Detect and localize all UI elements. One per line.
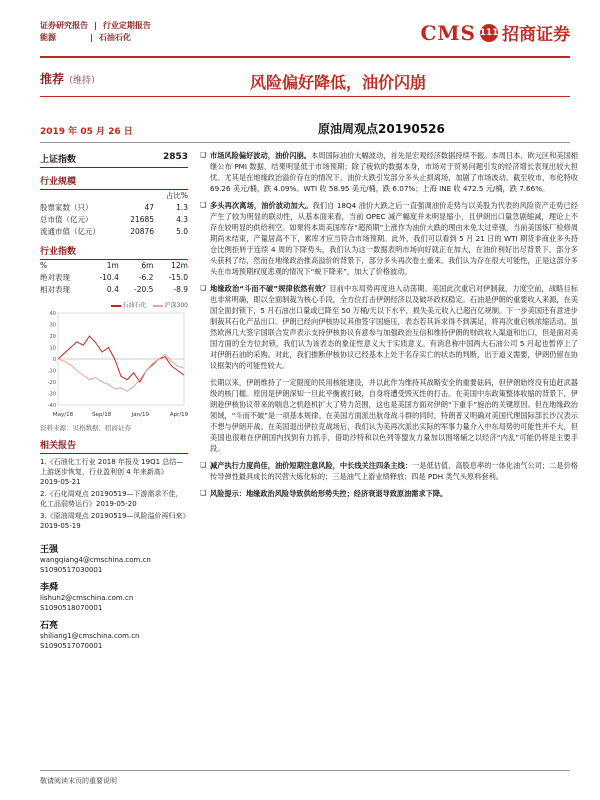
y-tick-label: 0 <box>52 357 56 363</box>
row-value: -20.5 <box>134 285 154 294</box>
legend-label: 沪深300 <box>164 302 188 309</box>
risk-paragraph <box>200 488 578 499</box>
paragraph-text: 一是低估值、高股息率的一体化油气公司；二是价格传导弹性最具成长的民营大炼化标的；三是油气上游业绩释放；四是 PDH 类气头原料套利。 <box>210 461 578 481</box>
logo-en: CMS <box>420 20 476 45</box>
footer-note: 敬请阅读末页的重要说明 <box>40 777 117 785</box>
analyst-list <box>40 545 188 651</box>
logo-badge-icon: 111 <box>480 24 498 42</box>
square-bullet-icon: ❑ <box>200 201 207 209</box>
body-paragraph <box>200 283 578 371</box>
y-tick-label: -40 <box>47 403 56 409</box>
related-item[interactable]: 2.《石化周观点 20190519—下游需求不佳，化工品弱势运行》2019-05-20 <box>40 490 183 508</box>
table-row <box>40 214 188 226</box>
rating-sub: （维持） <box>64 76 101 86</box>
y-tick-label: -20 <box>47 380 56 386</box>
related-list <box>40 457 188 531</box>
y-tick-label: -10 <box>47 368 56 375</box>
col-header: 12m <box>171 261 188 270</box>
sidebar <box>40 150 188 651</box>
chart-svg <box>40 309 188 419</box>
table-row <box>40 272 188 284</box>
paragraph-text: 我们自 18Q4 油价大跌之后一直强调油价走势与以美股为代表的风险资产走势已经产生了较为明显的联动性，从基本面来看，当前 OPEC 减产幅度并未明显缩小，且伊朗出口量急剧缩减，理论上不存在较明显的供给利空。如果将本周美国库存“超预期”上涨作为油价大跌的理由未免太过牵强，当前美国炼厂检修周期尚未结束，产量居高不下，累库才应当符合市场预期。此外，我们可以看到 5 月 21 日的 WTI 期货非商业多头持仓比例拒转于连续 4 周的下降势头，我们认为这一数据表明市场向好就正在加大，在油价利好出尽背景下，部分多头获利了结，然而在地缘政治推高溢价的背景下，部分多头再次卷土重来。我们认为存在很大可能性，正是这部分多头在市场预期权度悲观的情况下“蜕下降来”，加大了价格波动。 <box>210 201 578 276</box>
logo-cn: 招商证券 <box>502 25 570 45</box>
col-header: 6m <box>141 261 154 270</box>
analyst-email[interactable]: shiliang1@cmschina.com.cn <box>40 632 140 640</box>
industry-name: 石油石化 <box>98 33 131 42</box>
analyst-id: S1090517030001 <box>40 566 103 574</box>
page-title: 风险偏好降低，油价闪崩 <box>250 73 427 92</box>
x-tick-label: Apr/19 <box>169 412 188 418</box>
row-key: 流通市值（亿元） <box>40 227 100 236</box>
index-row <box>40 150 188 168</box>
paragraph-lead: 市场风险偏好波动，油价闪崩。 <box>210 151 312 160</box>
title-divider <box>40 96 570 97</box>
analyst-name: 李舜 <box>40 583 59 593</box>
industry-scale-table <box>40 190 188 238</box>
series-line-2 <box>58 354 184 391</box>
body-paragraph <box>200 200 578 277</box>
related-item[interactable]: 3.《原油周观点 20190519—风险溢价再归来》2019-05-19 <box>40 512 187 530</box>
paragraph-lead: 减产执行力度尚佳，油价短期注意风险，中长线关注四条主线： <box>210 461 413 470</box>
index-label: 上证指数 <box>40 155 77 165</box>
industry-index-title: 行业指数 <box>40 244 188 260</box>
row-key: 相对表现 <box>40 285 70 294</box>
paragraph-text: 长期以来，伊朗维持了一定限度的民用核能建设，并以此作为维持其战略安全的重要砝码，但伊朗始终没有追赶武器级的核门槛。原因是伊朗深知一旦此平衡被打破，自身将遭受毁灭性的打击。在美国中东政策整体收缩的背景下，伊朗趁伊核协议带来的喘息之机趁机扩大了势力范围，这也是美国方面对伊朗“下重手”施治的关键原因。但在地缘政治领域，“斗而不破”是一项基本规律。在美国方面派出航母战斗群的同时，特朗普又明确对美国代理国际部长沙汉表示不想与伊朗开战。在美国退出伊拉克战场后，我们认为美再次派出实际的军事力量介入中东局势的可能性并不大，但美国也很难在伊朗国内找到有力抓手，借助沙特和以色列等盟友力量加以围堵辅之以经济“内乱”可能仍将是主要手段。 <box>210 378 578 453</box>
x-tick-label: Sep/18 <box>92 412 112 418</box>
industry-index-table <box>40 260 188 296</box>
report-category: 证券研究报告 <box>40 21 88 30</box>
unit-label: 占比% <box>165 191 188 200</box>
analyst-id: S1090518070001 <box>40 604 103 612</box>
row-pct: 5.0 <box>176 227 188 236</box>
col-header: % <box>40 261 48 270</box>
table-row <box>40 284 188 296</box>
table-row <box>40 202 188 214</box>
table-row <box>40 226 188 238</box>
body-paragraph <box>200 460 578 482</box>
square-bullet-icon: ❑ <box>200 284 207 292</box>
row-value: -10.4 <box>99 273 119 282</box>
paragraph-text: 目前中东局势再度进入动荡期。美国此次重启对伊制裁，力度空前，战略目标也非常明确，即以全面制裁为核心手段，全方位打击伊朗经济以及破坏政权稳定。石油是伊朗的重要收入来源，在美国全面封锁下，5 月石油出口量或已降至 50 万桶/天以下水平，损失美元收入已超百亿规制。下一步美国还有意进步制裁其石化产品出口。伊朗已经向伊核协议其他签字国施压，表态若其诉求得不到满足，将再次重启核浓缩活动。虽然欧洲几大签字国联合发声表示支持伊核协议有意参与加强政治互信和维持伊朗的财政收入渠道和出口，但是面对美国方面的全方位封锁，我们认为该表态的象征性意义大于实质意义。有消息称中国两大石油公司 5 月起也暂停上了对伊朗石油的采购。对此，我们推断伊核协议已经基本上处于名存实亡的状态的判断，出于道义需要，伊朗仍留在协议框架内的可能性较大。 <box>210 284 578 370</box>
header-divider <box>40 56 570 58</box>
report-subcategory: 行业定期报告 <box>102 21 151 30</box>
paragraph-lead: 地缘政治“斗而不破”规律依然有效？ <box>210 284 330 293</box>
main-body <box>200 150 578 505</box>
paragraph-lead: 风险提示：地缘政治风险导致供给形势失控；经济衰退导致原油需求下降。 <box>210 489 448 498</box>
row-value: -6.2 <box>138 273 154 282</box>
chart-legend <box>40 300 188 309</box>
paragraph-text: 本周国际油价大幅波动，首先是宏观经济数据持续不振。本周日本、欧元区和美国相继公布 PMI 数据，结果明显低于市场预期；除了疲软的数据本身，市场对于贸易问题引发的经济增长表现出较大担忧。尤其是在地缘政治溢价存在的情况下，油价大跌引发部分多头止损离场，加剧了市场波动。截至收市，布伦特收 69.26 美元/桶，跌 4.09%。WTI 收 58.95 美元/桶，跌 6.07%；上海 INE 收 472.5 元/桶，跌 7.66%。 <box>210 151 578 193</box>
x-tick-label: Jan/19 <box>131 412 150 418</box>
company-logo <box>421 20 571 45</box>
index-value: 2853 <box>162 152 188 162</box>
square-bullet-icon: ❑ <box>200 461 207 469</box>
table-header <box>40 260 188 272</box>
square-bullet-icon: ❑ <box>200 151 207 159</box>
legend-item <box>153 300 188 309</box>
y-tick-label: -30 <box>47 391 56 398</box>
row-key: 总市值（亿元） <box>40 215 93 224</box>
performance-chart <box>40 300 188 421</box>
related-title: 相关报告 <box>40 438 188 454</box>
row-value: -15.0 <box>168 273 188 282</box>
rating <box>40 70 100 87</box>
x-tick-label: May/18 <box>52 412 74 418</box>
legend-item <box>111 300 147 309</box>
report-type-header: 证券研究报告 | 行业定期报告 能源 | 石油石化 <box>40 21 151 42</box>
footer-divider <box>40 770 570 771</box>
subtitle-divider <box>40 142 570 143</box>
row-pct: 4.3 <box>176 215 188 224</box>
related-item[interactable]: 1.《石油化工行业 2018 年报及 19Q1 总结—上游逐步恢复，行业盈利创 4 年来新高》2019-05-21 <box>40 458 184 486</box>
row-value: 0.4 <box>106 285 119 294</box>
analyst-id: S1090517070001 <box>40 642 103 650</box>
row-value: 47 <box>144 203 155 212</box>
col-header: 1m <box>106 261 119 270</box>
y-tick-label: 20 <box>49 334 56 340</box>
rating-label: 推荐 <box>40 72 65 86</box>
y-tick-label: 30 <box>49 322 56 329</box>
analyst-name: 王强 <box>40 545 59 555</box>
row-value: -8.9 <box>173 285 188 294</box>
row-value: 20876 <box>130 227 155 236</box>
body-paragraph <box>200 150 578 194</box>
analyst-name: 石亮 <box>40 621 59 631</box>
report-date: 2019 年 05 月 26 日 <box>40 127 133 137</box>
row-key: 绝对表现 <box>40 273 70 282</box>
report-subtitle: 原油周观点20190526 <box>318 122 445 136</box>
y-tick-label: 10 <box>49 345 56 352</box>
body-paragraph <box>200 377 578 454</box>
analyst-email[interactable]: wangqiang4@cmschina.com.cn <box>40 556 151 564</box>
row-pct: 1.3 <box>176 203 188 212</box>
row-value: 21685 <box>130 215 155 224</box>
legend-label: 石油石化 <box>122 302 147 309</box>
sector-name: 能源 <box>40 33 56 42</box>
row-key: 股票家数（只） <box>40 203 93 212</box>
chart-source: 资料来源：贝格数据、招商证券 <box>40 424 131 432</box>
industry-scale-title: 行业规模 <box>40 174 188 190</box>
analyst-email[interactable]: lishun2@cmschina.com.cn <box>40 594 134 602</box>
y-tick-label: 40 <box>49 311 56 317</box>
square-bullet-icon: ❑ <box>200 489 207 497</box>
paragraph-lead: 多头再次离场，油价波动加大。 <box>210 201 313 210</box>
